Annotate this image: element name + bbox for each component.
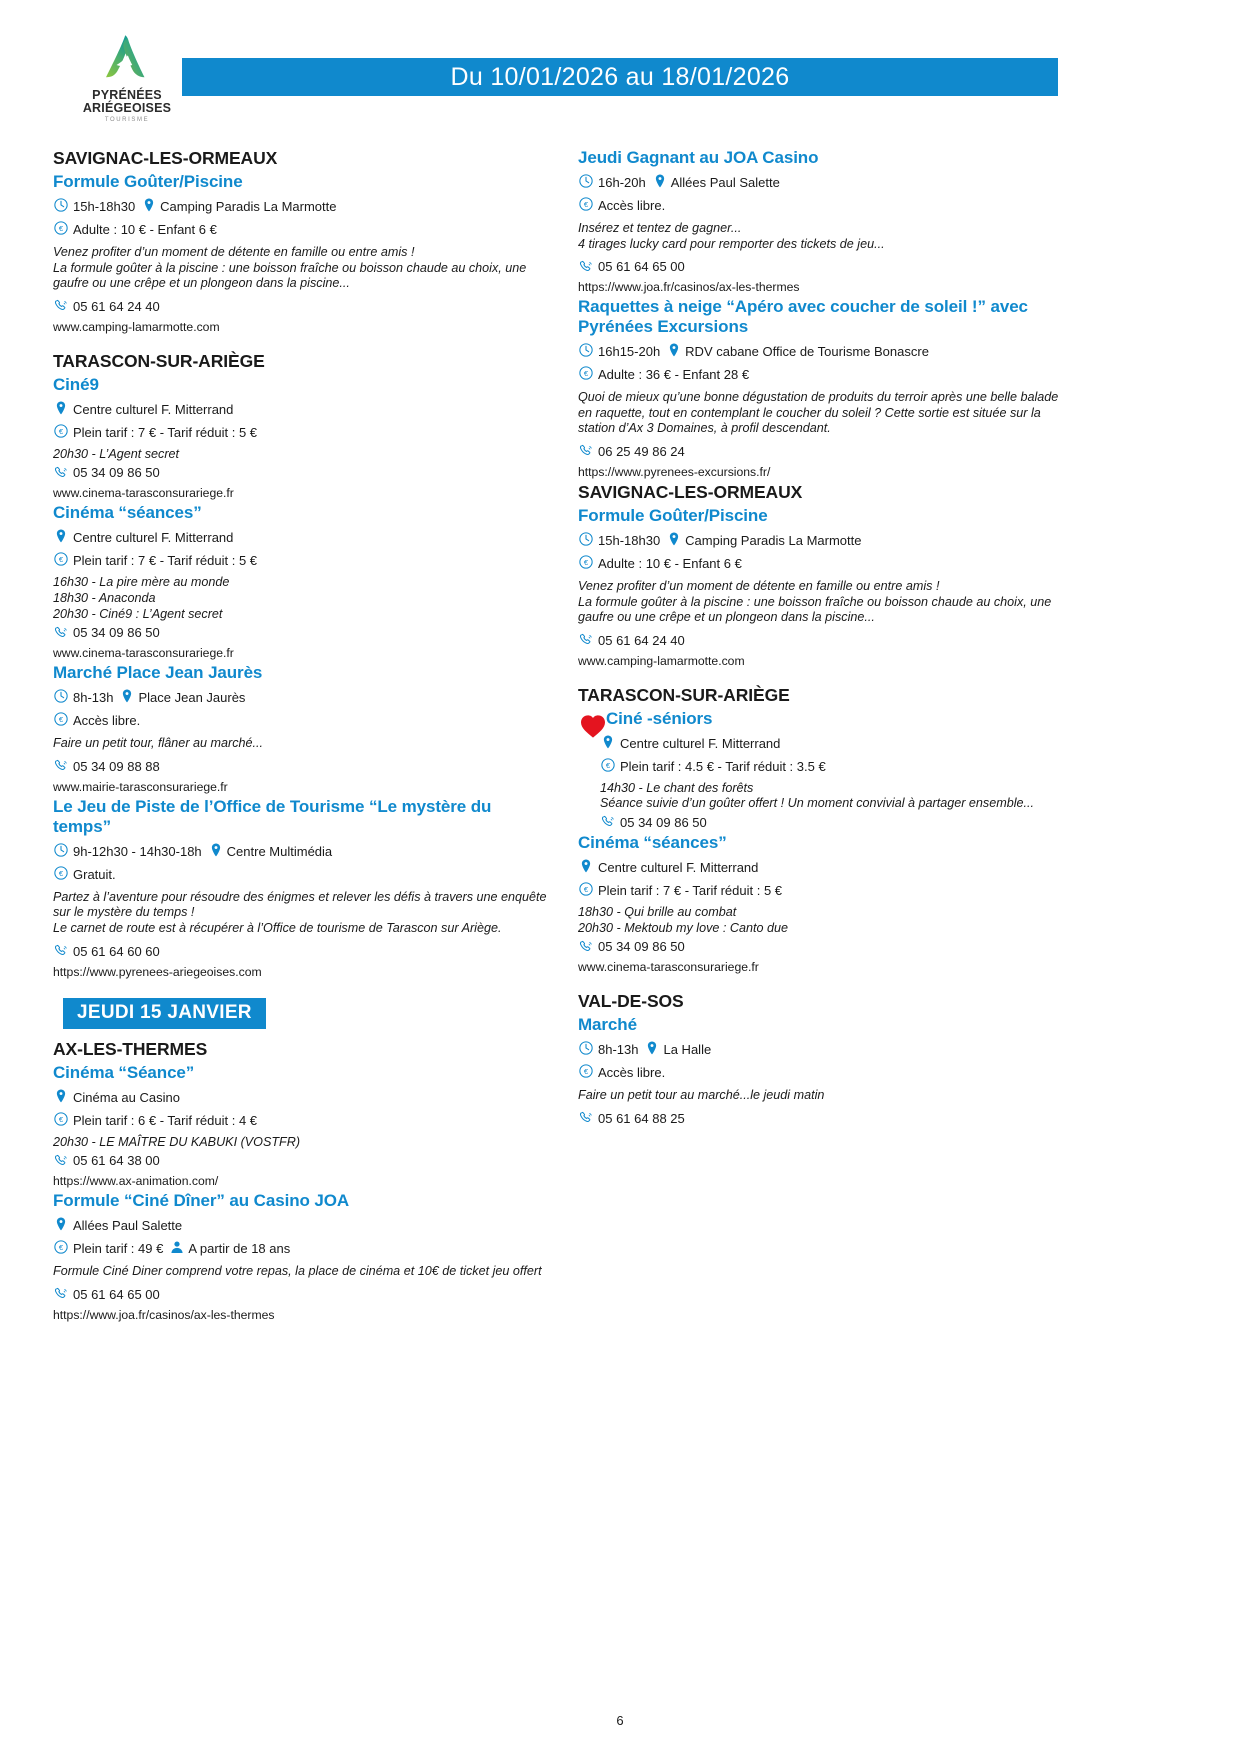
event-description: Faire un petit tour au marché...le jeudi matin <box>578 1088 825 1103</box>
event-description: Venez profiter d’un moment de détente en famille ou entre amis ! La formule goûter à la piscine : une boisson fraîche ou boisson chaude au choix, une gaufre ou une crêpe et un plongeon dans la piscine... <box>53 245 527 291</box>
event-time-place-row <box>578 531 1073 549</box>
event-place-row <box>53 1088 548 1106</box>
event-schedule: 16h30 - La pire mère au monde 18h30 - Anaconda 20h30 - Ciné9 : L’Agent secret <box>53 575 230 621</box>
event-time: 9h-12h30 - 14h30-18h <box>73 843 202 859</box>
event-title-with-heart <box>578 709 1073 729</box>
event-phone: 05 61 64 65 00 <box>598 259 685 275</box>
event-website[interactable]: https://www.pyrenees-excursions.fr/ <box>578 464 771 479</box>
map-pin-icon <box>578 858 594 874</box>
event-schedule: 18h30 - Qui brille au combat 20h30 - Mektoub my love : Canto due <box>578 904 789 935</box>
map-pin-icon <box>53 528 69 544</box>
left-column <box>53 148 548 1325</box>
event-website[interactable]: www.cinema-tarasconsurariege.fr <box>53 486 234 501</box>
event-place: Centre Multimédia <box>226 843 333 859</box>
logo <box>74 30 180 123</box>
map-pin-icon <box>141 197 157 213</box>
phone-icon <box>53 758 69 774</box>
event-schedule: 20h30 - L’Agent secret <box>53 446 180 461</box>
event-block <box>53 1063 548 1190</box>
event-website[interactable]: https://www.pyrenees-ariegeoises.com <box>53 964 262 979</box>
svg-text:€: € <box>583 1067 589 1077</box>
event-phone-row[interactable] <box>578 1110 1073 1127</box>
event-price: Plein tarif : 7 € - Tarif réduit : 5 € <box>73 424 258 440</box>
event-title[interactable]: Raquettes à neige “Apéro avec coucher de soleil !” avec Pyrénées Excursions <box>578 297 1028 337</box>
event-website[interactable]: www.cinema-tarasconsurariege.fr <box>578 960 759 975</box>
pyrenees-mountain-logo-icon <box>99 30 155 86</box>
clock-icon <box>53 197 69 213</box>
event-price: Adulte : 36 € - Enfant 28 € <box>598 367 750 383</box>
event-time-place-row <box>53 688 548 706</box>
event-price: Accès libre. <box>598 1065 666 1081</box>
event-place: Centre culturel F. Mitterrand <box>598 859 759 875</box>
town-heading: VAL-DE-SOS <box>578 991 684 1012</box>
event-time-place-row <box>53 197 548 215</box>
event-place: Allées Paul Salette <box>73 1218 183 1234</box>
map-pin-icon <box>53 1088 69 1104</box>
event-block <box>578 1015 1073 1127</box>
event-time: 15h-18h30 <box>73 199 136 214</box>
event-price-row <box>53 423 548 441</box>
event-block <box>578 506 1073 669</box>
event-time: 8h-13h <box>73 690 114 706</box>
euro-icon <box>578 1063 594 1079</box>
event-website[interactable]: www.mairie-tarasconsurariege.fr <box>53 779 228 794</box>
map-pin-icon <box>53 400 69 416</box>
euro-icon <box>578 365 594 381</box>
event-place: Cinéma au Casino <box>73 1089 180 1105</box>
euro-icon <box>578 554 594 570</box>
event-place: Centre culturel F. Mitterrand <box>620 735 781 751</box>
event-phone: 05 61 64 60 60 <box>73 943 160 959</box>
event-phone-row[interactable] <box>53 464 548 481</box>
euro-icon <box>53 711 69 727</box>
event-place-row <box>578 858 1073 876</box>
event-phone-row[interactable] <box>53 298 548 315</box>
event-place: Centre culturel F. Mitterrand <box>73 401 234 417</box>
clock-icon <box>578 531 594 547</box>
event-phone: 05 34 09 88 88 <box>73 758 160 774</box>
event-phone-row[interactable] <box>578 938 1073 955</box>
event-price-row <box>53 551 548 569</box>
euro-icon <box>53 1111 69 1127</box>
event-place: RDV cabane Office de Tourisme Bonascre <box>685 344 929 360</box>
event-phone: 05 61 64 88 25 <box>598 1110 685 1126</box>
event-place: Camping Paradis La Marmotte <box>685 532 862 548</box>
event-price: Gratuit. <box>73 866 116 882</box>
euro-icon <box>578 881 594 897</box>
event-phone: 05 61 64 38 00 <box>73 1153 160 1169</box>
clock-icon <box>578 173 594 189</box>
map-pin-icon <box>600 734 616 750</box>
event-phone-row[interactable] <box>578 814 1073 831</box>
event-age-limit: A partir de 18 ans <box>188 1241 291 1257</box>
event-phone-row[interactable] <box>53 758 548 775</box>
event-title[interactable]: Cinéma “séances” <box>578 832 727 852</box>
event-block <box>53 663 548 795</box>
event-price-row <box>53 1239 548 1257</box>
event-price-row <box>578 554 1073 572</box>
event-phone-row[interactable] <box>53 1152 548 1169</box>
town-heading: TARASCON-SUR-ARIÈGE <box>53 350 265 371</box>
svg-text:€: € <box>58 426 64 436</box>
phone-icon <box>53 1286 69 1302</box>
event-price-row <box>53 220 548 238</box>
phone-icon <box>578 259 594 275</box>
event-price-row <box>53 711 548 729</box>
clock-icon <box>53 688 69 704</box>
event-title[interactable]: Formule “Ciné Dîner” au Casino JOA <box>53 1191 350 1211</box>
event-block <box>578 709 1073 831</box>
phone-icon <box>53 465 69 481</box>
svg-text:€: € <box>58 868 64 878</box>
event-place-row <box>53 1216 548 1234</box>
svg-text:€: € <box>583 199 589 209</box>
phone-icon <box>53 1153 69 1169</box>
event-place: Place Jean Jaurès <box>138 690 246 706</box>
event-website[interactable]: https://www.joa.fr/casinos/ax-les-thermes <box>578 280 800 295</box>
event-price: Accès libre. <box>598 198 666 213</box>
event-block <box>578 833 1073 975</box>
event-phone-row[interactable] <box>578 632 1073 649</box>
map-pin-icon <box>208 842 224 858</box>
event-title[interactable]: Jeudi Gagnant au JOA Casino <box>578 148 819 167</box>
map-pin-icon <box>652 173 668 189</box>
euro-icon <box>53 423 69 439</box>
euro-icon <box>53 865 69 881</box>
svg-text:€: € <box>583 557 589 567</box>
event-description: Faire un petit tour, flâner au marché... <box>53 736 264 751</box>
logo-subtitle: TOURISME <box>104 117 150 123</box>
event-title[interactable]: Formule Goûter/Piscine <box>578 505 768 525</box>
event-description: Venez profiter d’un moment de détente en famille ou entre amis ! La formule goûter à la piscine : une boisson fraîche ou boisson chaude au choix, une gaufre ou une crêpe et un plongeon dans la piscine... <box>578 578 1052 625</box>
event-place: Centre culturel F. Mitterrand <box>73 530 234 546</box>
right-column <box>578 148 1073 1129</box>
svg-text:€: € <box>58 555 64 565</box>
phone-icon <box>600 814 616 830</box>
date-range-banner: Du 10/01/2026 au 18/01/2026 <box>182 58 1058 96</box>
event-title[interactable]: Ciné -séniors <box>606 708 713 728</box>
event-website[interactable]: www.camping-lamarmotte.com <box>578 653 745 668</box>
phone-icon <box>578 1110 594 1126</box>
event-price: Plein tarif : 7 € - Tarif réduit : 5 € <box>73 553 258 569</box>
event-phone-row[interactable] <box>578 258 1073 275</box>
event-block <box>53 172 548 335</box>
town-heading: SAVIGNAC-LES-ORMEAUX <box>53 148 278 168</box>
logo-line-2: ARIÉGEOISES <box>82 101 172 115</box>
town-heading: SAVIGNAC-LES-ORMEAUX <box>578 481 803 502</box>
map-pin-icon <box>119 688 135 704</box>
svg-text:€: € <box>58 223 64 233</box>
phone-icon <box>578 443 594 459</box>
event-price-row <box>578 196 1073 214</box>
person-icon <box>169 1239 185 1255</box>
event-time-place-row <box>578 1040 1073 1058</box>
event-description: Insérez et tentez de gagner... 4 tirages lucky card pour remporter des tickets de jeu... <box>578 221 885 251</box>
event-price-row <box>578 757 1073 775</box>
map-pin-icon <box>666 531 682 547</box>
event-phone: 06 25 49 86 24 <box>598 443 685 459</box>
event-title[interactable]: Ciné9 <box>53 374 99 394</box>
event-block <box>53 797 548 980</box>
event-title[interactable]: Marché Place Jean Jaurès <box>53 663 263 683</box>
event-website[interactable]: www.camping-lamarmotte.com <box>53 319 220 334</box>
phone-icon <box>53 298 69 314</box>
event-price-row <box>53 865 548 883</box>
page-number: 6 <box>616 1713 624 1728</box>
event-block <box>53 503 548 661</box>
event-price: Plein tarif : 49 € <box>73 1241 164 1257</box>
event-price-row <box>53 1111 548 1129</box>
event-phone: 05 61 64 65 00 <box>73 1286 160 1302</box>
event-place: Allées Paul Salette <box>670 175 780 190</box>
event-place: Camping Paradis La Marmotte <box>160 199 337 214</box>
event-phone: 05 34 09 86 50 <box>73 465 160 481</box>
euro-icon <box>578 196 594 212</box>
clock-icon <box>53 842 69 858</box>
event-time: 15h-18h30 <box>598 532 661 548</box>
event-place-row <box>578 734 1073 752</box>
event-time: 8h-13h <box>598 1042 639 1058</box>
event-place-row <box>53 528 548 546</box>
event-price: Accès libre. <box>73 713 141 729</box>
euro-icon <box>53 551 69 567</box>
event-price: Plein tarif : 4.5 € - Tarif réduit : 3.5 € <box>620 758 826 774</box>
town-heading: TARASCON-SUR-ARIÈGE <box>578 684 790 705</box>
clock-icon <box>578 1040 594 1056</box>
map-pin-icon <box>644 1040 660 1056</box>
event-phone: 05 61 64 24 40 <box>598 632 685 648</box>
map-pin-icon <box>53 1216 69 1232</box>
euro-icon <box>53 220 69 236</box>
svg-text:€: € <box>58 715 64 725</box>
event-schedule: 20h30 - LE MAÎTRE DU KABUKI (VOSTFR) <box>53 1134 301 1149</box>
event-time-place-row <box>53 842 548 860</box>
day-banner-wrap <box>53 982 548 1039</box>
event-price-row <box>578 365 1073 383</box>
event-title[interactable]: Cinéma “Séance” <box>53 1062 195 1082</box>
event-price: Plein tarif : 7 € - Tarif réduit : 5 € <box>598 882 783 898</box>
event-website[interactable]: https://www.ax-animation.com/ <box>53 1174 219 1189</box>
phone-icon <box>578 632 594 648</box>
event-block <box>578 148 1073 295</box>
event-website[interactable]: https://www.joa.fr/casinos/ax-les-thermes <box>53 1307 275 1322</box>
event-time-place-row <box>578 173 1073 191</box>
event-phone-row[interactable] <box>53 624 548 641</box>
map-pin-icon <box>666 342 682 358</box>
event-description: Formule Ciné Diner comprend votre repas, la place de cinéma et 10€ de ticket jeu offert <box>53 1264 542 1279</box>
event-phone-row[interactable] <box>53 943 548 960</box>
event-price: Adulte : 10 € - Enfant 6 € <box>598 555 742 571</box>
event-block <box>578 297 1073 480</box>
svg-text:€: € <box>583 369 589 379</box>
event-phone: 05 34 09 86 50 <box>598 939 685 955</box>
svg-text:€: € <box>605 760 611 770</box>
phone-icon <box>53 625 69 641</box>
event-title[interactable]: Formule Goûter/Piscine <box>53 172 243 191</box>
event-title[interactable]: Cinéma “séances” <box>53 503 202 523</box>
event-block <box>53 1191 548 1323</box>
svg-text:€: € <box>58 1114 64 1124</box>
svg-text:€: € <box>58 1243 64 1253</box>
day-banner: JEUDI 15 JANVIER <box>63 998 266 1029</box>
event-description: Quoi de mieux qu’une bonne dégustation de produits du terroir après une belle balade en raquette, tout en contemplant le coucher du soleil ? Cette sortie est située sur la station d’Ax 3 Domaines, à profil descendant. <box>578 390 1059 436</box>
logo-line-1: PYRÉNÉES <box>92 88 162 102</box>
event-title[interactable]: Le Jeu de Piste de l’Office de Tourisme “Le mystère du temps” <box>53 796 492 836</box>
event-schedule: 14h30 - Le chant des forêts Séance suivie d’un goûter offert ! Un moment convivial à partager ensemble... <box>600 780 1035 811</box>
event-place: La Halle <box>663 1042 712 1058</box>
event-phone: 05 34 09 86 50 <box>620 814 707 830</box>
event-phone-row[interactable] <box>53 1286 548 1303</box>
clock-icon <box>578 342 594 358</box>
event-price-row <box>578 881 1073 899</box>
page-header <box>0 0 1240 123</box>
event-time-place-row <box>578 342 1073 360</box>
event-phone: 05 61 64 24 40 <box>73 298 160 314</box>
phone-icon <box>53 943 69 959</box>
event-price: Plein tarif : 6 € - Tarif réduit : 4 € <box>73 1112 258 1128</box>
event-website[interactable]: www.cinema-tarasconsurariege.fr <box>53 646 234 661</box>
svg-text:€: € <box>583 884 589 894</box>
event-place-row <box>53 400 548 418</box>
event-block <box>53 375 548 502</box>
event-description: Partez à l’aventure pour résoudre des énigmes et relever les défis à travers une enquête sur le mystère du temps ! Le carnet de route est à récupérer à l’Office de tourisme de Tarascon sur Ariège. <box>53 889 547 935</box>
event-price-row <box>578 1063 1073 1081</box>
town-heading: AX-LES-THERMES <box>53 1038 208 1059</box>
phone-icon <box>578 939 594 955</box>
event-title[interactable]: Marché <box>578 1015 637 1035</box>
event-phone-row[interactable] <box>578 443 1073 460</box>
heart-icon <box>578 711 594 727</box>
event-time: 16h-20h <box>598 175 646 190</box>
euro-icon <box>53 1239 69 1255</box>
event-time: 16h15-20h <box>598 344 661 360</box>
euro-icon <box>600 757 616 773</box>
event-phone: 05 34 09 86 50 <box>73 625 160 641</box>
event-price: Adulte : 10 € - Enfant 6 € <box>73 222 217 237</box>
